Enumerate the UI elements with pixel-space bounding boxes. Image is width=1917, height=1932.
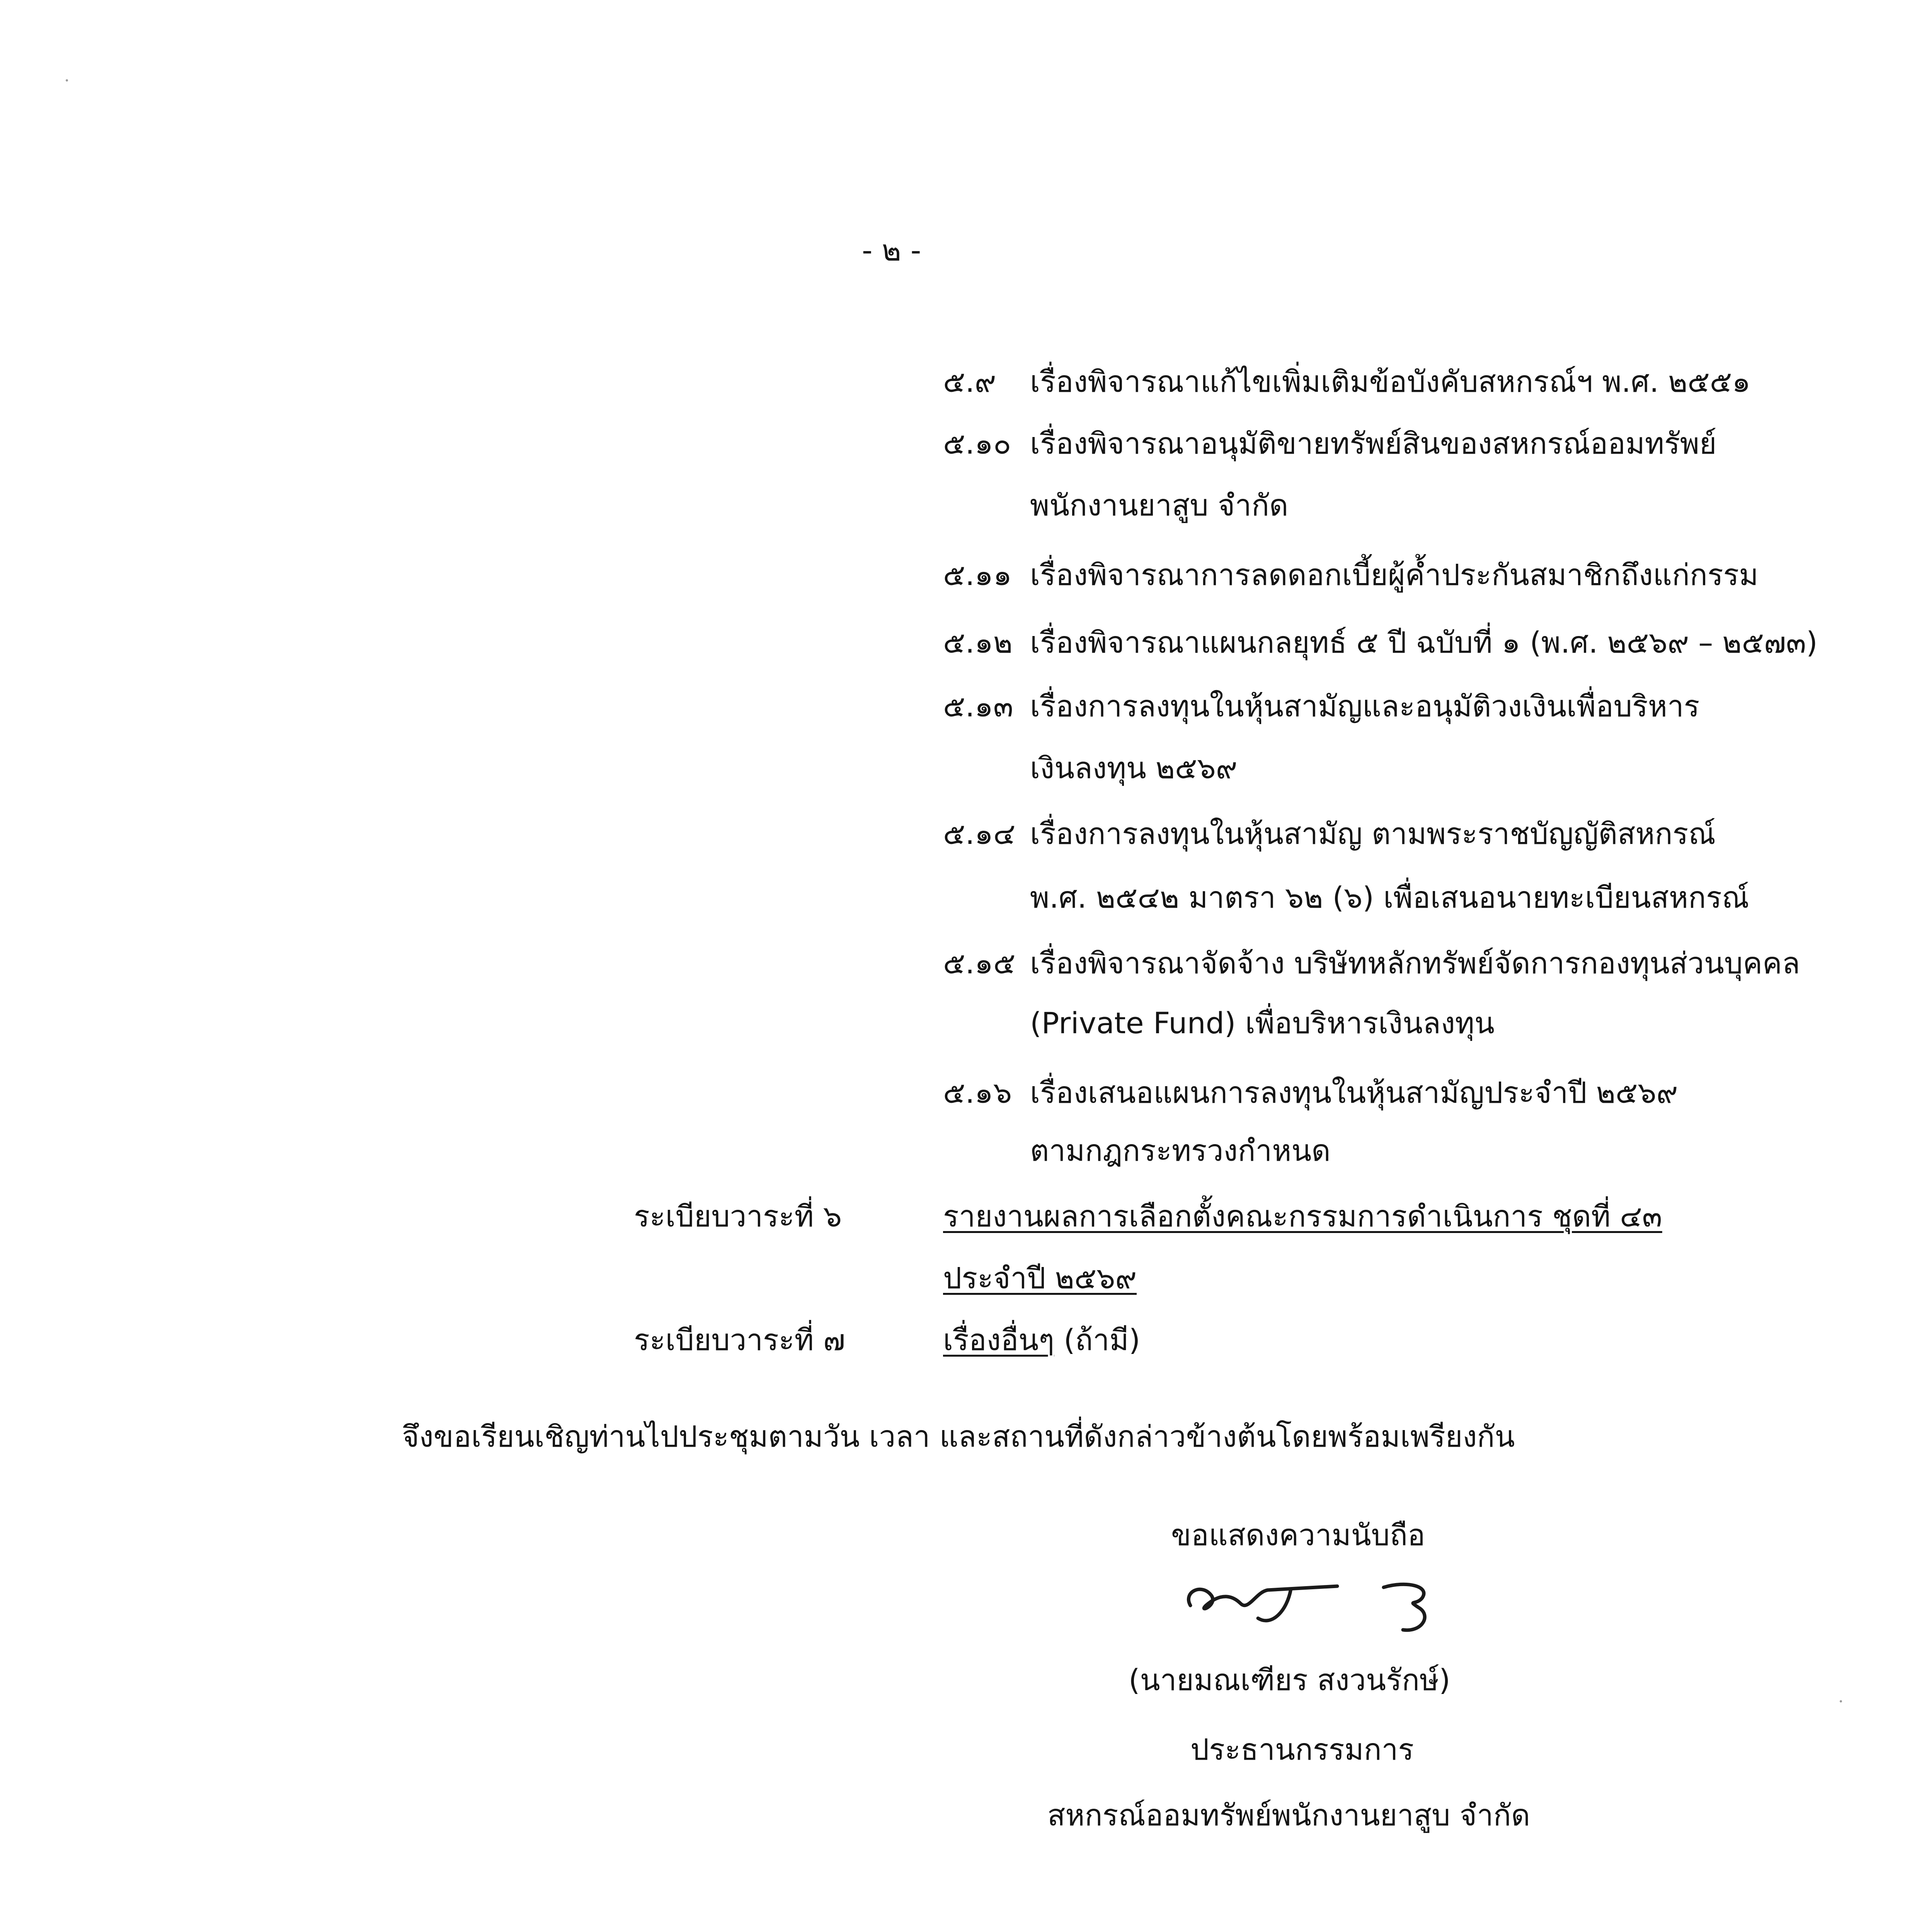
item-text: เรื่องพิจารณาแผนกลยุทธ์ ๕ ปี ฉบับที่ ๑ (พ.ศ. ๒๕๖๙ – ๒๕๗๓)	[1030, 625, 1818, 660]
agenda-6-title: รายงานผลการเลือกตั้งคณะกรรมการดำเนินการ ชุดที่ ๔๓	[943, 1199, 1662, 1233]
item-text: เรื่องการลงทุนในหุ้นสามัญและอนุมัติวงเงินเพื่อบริหาร	[1030, 689, 1700, 723]
agenda-7-title-rest: (ถ้ามี)	[1054, 1323, 1141, 1357]
page-number: - ๒ -	[862, 233, 921, 267]
item-number: ๕.๑๓	[943, 689, 1013, 723]
scan-speck	[66, 79, 68, 82]
agenda-7-title	[943, 1325, 1140, 1355]
item-text: เรื่องการลงทุนในหุ้นสามัญ ตามพระราชบัญญัติสหกรณ์	[1030, 816, 1716, 851]
item-number: ๕.๑๔	[943, 816, 1016, 851]
item-text: (Private Fund) เพื่อบริหารเงินลงทุน	[1030, 1006, 1495, 1040]
signer-name: (นายมณเฑียร สงวนรักษ์)	[1129, 1663, 1451, 1697]
signer-position: ประธานกรรมการ	[1190, 1732, 1414, 1767]
invitation-text: จึงขอเรียนเชิญท่านไปประชุมตามวัน เวลา และสถานที่ดังกล่าวข้างต้นโดยพร้อมเพรียงกัน	[402, 1419, 1515, 1454]
item-text: เรื่องพิจารณาจัดจ้าง บริษัทหลักทรัพย์จัดการกองทุนส่วนบุคคล	[1030, 946, 1800, 980]
item-text: พนักงานยาสูบ จำกัด	[1030, 488, 1289, 522]
item-text: เรื่องพิจารณาอนุมัติขายทรัพย์สินของสหกรณ์ออมทรัพย์	[1030, 426, 1717, 461]
item-text: เรื่องพิจารณาการลดดอกเบี้ยผู้ค้ำประกันสมาชิกถึงแก่กรรม	[1030, 558, 1759, 592]
closing-respect: ขอแสดงความนับถือ	[1171, 1518, 1425, 1552]
item-number: ๕.๑๕	[943, 946, 1016, 980]
agenda-6-label: ระเบียบวาระที่ ๖	[634, 1199, 842, 1233]
item-number: ๕.๑๐	[943, 426, 1011, 461]
item-number: ๕.๑๑	[943, 558, 1012, 592]
agenda-6-title: ประจำปี ๒๕๖๙	[943, 1261, 1137, 1295]
agenda-7-label: ระเบียบวาระที่ ๗	[634, 1323, 846, 1357]
item-text: เงินลงทุน ๒๕๖๙	[1030, 751, 1238, 785]
signer-organization: สหกรณ์ออมทรัพย์พนักงานยาสูบ จำกัด	[1047, 1798, 1531, 1832]
item-number: ๕.๑๖	[943, 1075, 1012, 1110]
item-text: เรื่องพิจารณาแก้ไขเพิ่มเติมข้อบังคับสหกรณ์ฯ พ.ศ. ๒๕๕๑	[1030, 364, 1751, 399]
agenda-7-title-underlined: เรื่องอื่นๆ	[943, 1323, 1054, 1357]
signature	[1175, 1569, 1453, 1662]
scan-speck	[1840, 1700, 1842, 1702]
item-text: ตามกฎกระทรวงกำหนด	[1030, 1133, 1331, 1168]
item-number: ๕.๙	[943, 364, 996, 399]
item-text: เรื่องเสนอแผนการลงทุนในหุ้นสามัญประจำปี ๒๕๖๙	[1030, 1075, 1678, 1110]
item-text: พ.ศ. ๒๕๔๒ มาตรา ๖๒ (๖) เพื่อเสนอนายทะเบียนสหกรณ์	[1030, 880, 1749, 915]
item-number: ๕.๑๒	[943, 625, 1013, 660]
